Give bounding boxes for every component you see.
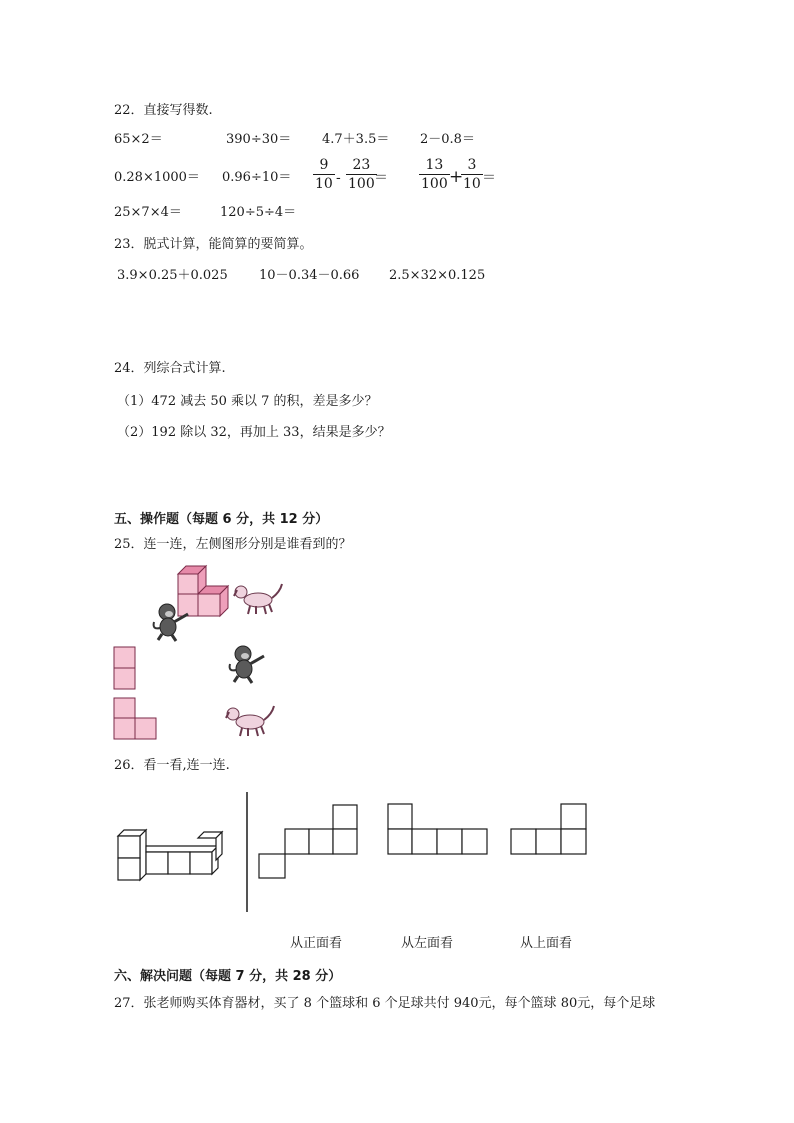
label-front-view: 从正面看: [290, 936, 343, 951]
monkey-icon: [150, 600, 192, 642]
monkey-icon: [226, 642, 268, 684]
fraction-23-100: [346, 158, 377, 191]
q22-title: 22．直接写得数.: [114, 103, 213, 118]
q27-text: 27．张老师购买体育器材，买了 8 个篮球和 6 个足球共付 940元，每个篮球 80元，每个足球: [114, 996, 656, 1011]
q22-r3-2: 120÷5÷4＝: [220, 205, 297, 220]
view-shape-1: [258, 804, 360, 880]
fraction-13-100: [419, 158, 450, 191]
fraction-9-10: [313, 158, 335, 191]
fraction-numerator: 9: [319, 157, 329, 173]
fraction-numerator: 13: [425, 157, 444, 173]
cube-solid-drawing: [116, 826, 228, 882]
dog-icon: [224, 704, 276, 738]
q25-title: 25．连一连，左侧图形分别是谁看到的？: [114, 537, 352, 552]
q24-title: 24．列综合式计算.: [114, 361, 226, 376]
view-two-stacked: [113, 646, 137, 692]
fraction-denominator: 100: [421, 176, 448, 192]
plus-operator: +: [449, 167, 464, 187]
fraction-numerator: 3: [467, 157, 477, 173]
vertical-divider: [246, 792, 248, 912]
q23-title: 23．脱式计算，能简算的要简算。: [114, 237, 313, 252]
q23-expr-2: 10－0.34－0.66: [259, 268, 360, 283]
q23-expr-3: 2.5×32×0.125: [389, 268, 486, 283]
q22-r1-4: 2－0.8＝: [420, 132, 475, 147]
q22-r2-1: 0.28×1000＝: [114, 170, 200, 185]
minus-operator: -: [336, 170, 341, 186]
q23-expr-1: 3.9×0.25＋0.025: [117, 268, 228, 283]
view-shape-3: [510, 803, 588, 857]
view-shape-2: [387, 803, 489, 857]
q22-r2-2: 0.96÷10＝: [222, 170, 292, 185]
section-5-heading: 五、操作题（每题 6 分，共 12 分）: [114, 512, 329, 527]
q24-item-1: （1）472 减去 50 乘以 7 的积，差是多少？: [117, 394, 378, 409]
fraction-denominator: 100: [348, 176, 375, 192]
q22-r1-2: 390÷30＝: [226, 132, 292, 147]
section-6-heading: 六、解决问题（每题 7 分，共 28 分）: [114, 969, 342, 984]
label-top-view: 从上面看: [520, 936, 573, 951]
fraction-denominator: 10: [315, 176, 333, 192]
q22-r3-1: 25×7×4＝: [114, 205, 182, 220]
fraction-3-10: [461, 158, 483, 191]
dog-icon: [232, 582, 284, 616]
q24-item-2: （2）192 除以 32，再加上 33，结果是多少？: [117, 425, 391, 440]
equals-sign: ＝: [374, 170, 388, 186]
fraction-numerator: 23: [352, 157, 371, 173]
q26-title: 26．看一看,连一连.: [114, 758, 230, 773]
equals-sign: ＝: [482, 170, 496, 186]
q22-r1-3: 4.7＋3.5＝: [322, 132, 390, 147]
view-l-shape: [113, 697, 159, 741]
fraction-denominator: 10: [463, 176, 481, 192]
label-left-view: 从左面看: [401, 936, 454, 951]
q22-r1-1: 65×2＝: [114, 132, 163, 147]
